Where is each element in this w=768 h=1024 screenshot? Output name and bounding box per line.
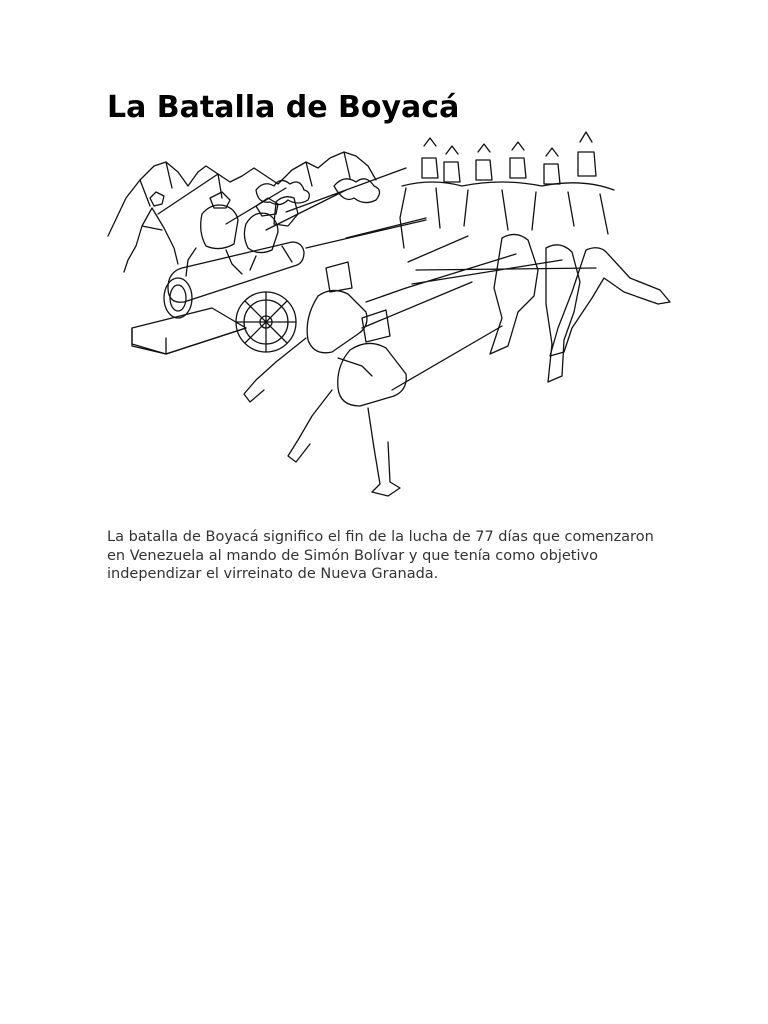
cavalry-icon [400,132,614,248]
infantry-group-icon [406,234,670,382]
battle-illustration [106,128,672,512]
body-paragraph: La batalla de Boyacá significo el fin de la lucha de 77 días que comenzaron en Venezuela al mando de Simón Bolívar y que tenía como objetivo independizar el virreinato de Nueva Granada. [107,529,654,582]
soldier-icon [244,262,472,402]
bayonets-icon [306,218,426,302]
cannon-icon [132,242,304,354]
soldier-icon [288,310,502,496]
page-title: La Batalla de Boyacá [107,90,460,125]
battle-scene-icon [106,128,672,512]
soldier-icon [124,174,218,272]
